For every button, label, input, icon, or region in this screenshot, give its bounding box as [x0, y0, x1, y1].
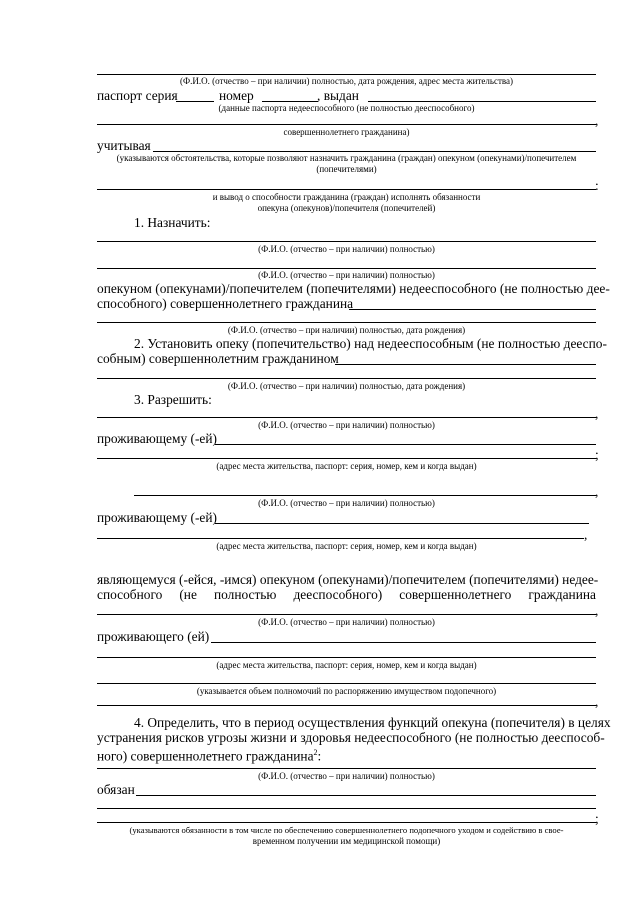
caption-fio-1: (Ф.И.О. (отчество – при наличии) полностью)	[258, 244, 435, 254]
being-word: гражданина	[528, 587, 596, 602]
comma-mark: ,	[595, 113, 599, 128]
residing-continuation-3[interactable]	[97, 657, 596, 658]
comma-mark: ,	[595, 603, 599, 618]
powers-line[interactable]	[97, 683, 596, 684]
being-line-2	[97, 587, 596, 602]
comma-mark: ,	[595, 484, 599, 499]
item2-ward-field[interactable]	[335, 364, 596, 365]
caption-duties-2: временном получении им медицинской помощи)	[252, 836, 441, 846]
residing-field-2[interactable]	[215, 523, 589, 524]
caption-conclusion-1: и вывод о способности гражданина (граждан) исполнять обязанности	[212, 192, 481, 202]
caption-fio-birth-address: (Ф.И.О. (отчество – при наличии) полностью, дата рождения, адрес места жительства)	[179, 76, 514, 86]
caption-fio-birth-1: (Ф.И.О. (отчество – при наличии) полностью, дата рождения)	[227, 325, 466, 335]
passport-number-label: номер	[219, 88, 254, 103]
guardian-ward-continuation[interactable]	[97, 322, 596, 323]
powers-continuation[interactable]	[97, 705, 596, 706]
obliged-continuation-1[interactable]	[97, 808, 596, 809]
residing-continuation-1[interactable]	[97, 458, 596, 459]
being-word: дееспособного)	[293, 587, 383, 602]
obliged-continuation-2[interactable]	[97, 822, 596, 823]
being-word: совершеннолетнего	[399, 587, 512, 602]
guardian-ward-field[interactable]	[349, 309, 596, 310]
semicolon-mark: ;	[595, 811, 599, 826]
item1-heading: 1. Назначить:	[134, 215, 211, 230]
colon-mark: :	[595, 178, 599, 193]
caption-address-3: (адрес места жительства, паспорт: серия, номер, кем и когда выдан)	[216, 660, 477, 670]
guardian-line-2: способного) совершеннолетнего гражданина	[97, 296, 354, 311]
residing-label-2: проживающему (-ей)	[97, 510, 217, 525]
guardian-line-1: опекуном (опекунами)/попечителем (попечителями) недееспособного (не полностью дее-	[97, 281, 610, 296]
considering-continuation-line[interactable]	[97, 189, 596, 190]
caption-conclusion-2: опекуна (опекунов)/попечителя (попечителей)	[257, 203, 436, 213]
caption-passport-data: (данные паспорта недееспособного (не полностью дееспособного)	[218, 103, 475, 113]
permit-fio-line-1[interactable]	[97, 417, 596, 418]
residing-field-3[interactable]	[211, 642, 596, 643]
considering-field[interactable]	[153, 151, 596, 152]
comma-mark: ,	[595, 406, 599, 421]
being-word: полностью	[213, 587, 277, 602]
caption-address-1: (адрес места жительства, паспорт: серия, номер, кем и когда выдан)	[216, 461, 477, 471]
permit-fio-line-2[interactable]	[134, 495, 596, 496]
fio-line	[97, 74, 596, 75]
caption-circumstances-1: (указываются обстоятельства, которые позволяют назначить гражданина (граждан) опекуном (опекунами)/попечителем	[116, 153, 577, 163]
passport-series-label: паспорт серия	[97, 88, 178, 103]
item4-line-3	[97, 745, 321, 763]
comma-mark: ,	[584, 527, 588, 542]
caption-fio-3: (Ф.И.О. (отчество – при наличии) полностью)	[258, 420, 435, 430]
item3-heading: 3. Разрешить:	[134, 392, 212, 407]
caption-fio-birth-2: (Ф.И.О. (отчество – при наличии) полностью, дата рождения)	[227, 381, 466, 391]
passport-number-field[interactable]	[262, 101, 318, 102]
appoint-fio-line-1[interactable]	[97, 241, 596, 242]
caption-fio-4: (Ф.И.О. (отчество – при наличии) полностью)	[258, 498, 435, 508]
item4-line-1: 4. Определить, что в период осуществления функций опекуна (попечителя) в целях	[134, 715, 611, 730]
footnote-mark: 2	[313, 748, 318, 757]
residing-field-1[interactable]	[215, 444, 596, 445]
caption-fio-2: (Ф.И.О. (отчество – при наличии) полностью)	[258, 270, 435, 280]
being-fio-line[interactable]	[97, 614, 596, 615]
being-word: (не	[179, 587, 197, 602]
caption-adult-citizen: совершеннолетнего гражданина)	[283, 127, 410, 137]
appoint-fio-line-2[interactable]	[97, 268, 596, 269]
colon-mark: :	[317, 748, 322, 764]
caption-circumstances-2: (попечителями)	[316, 164, 377, 174]
comma-mark: ,	[595, 694, 599, 709]
residing-continuation-2[interactable]	[97, 538, 584, 539]
item4-line-3-text: ного) совершеннолетнего гражданина	[97, 748, 314, 764]
passport-issued-field[interactable]	[368, 101, 596, 102]
item4-line-2: устранения рисков угрозы жизни и здоровья недееспособного (не полностью дееспособ-	[97, 730, 605, 745]
being-word: способного	[97, 587, 163, 602]
being-line-1: являющемуся (-ейся, -имся) опекуном (опекунами)/попечителем (попечителями) недее-	[97, 572, 599, 587]
caption-fio-6: (Ф.И.О. (отчество – при наличии) полностью)	[258, 771, 435, 781]
residing-label-3: проживающего (ей)	[97, 629, 210, 644]
item2-ward-continuation[interactable]	[97, 378, 596, 379]
passport-issued-label: , выдан	[317, 88, 359, 103]
passport-series-field[interactable]	[176, 101, 214, 102]
item2-line-2: собным) совершеннолетним гражданином	[97, 351, 339, 366]
passport-continuation-line[interactable]	[97, 124, 596, 125]
caption-duties-1: (указываются обязанности в том числе по обеспечению совершеннолетнего подопечного уходом и содействию в свое-	[129, 825, 564, 835]
considering-label: учитывая	[97, 138, 151, 153]
caption-powers: (указывается объем полномочий по распоряжению имуществом подопечного)	[196, 686, 497, 696]
residing-label-1: проживающему (-ей)	[97, 431, 217, 446]
obliged-field[interactable]	[136, 795, 596, 796]
caption-fio-5: (Ф.И.О. (отчество – при наличии) полностью)	[258, 617, 435, 627]
obliged-label: обязан	[97, 782, 135, 797]
item2-line-1: 2. Установить опеку (попечительство) над недееспособным (не полностью дееспо-	[134, 336, 607, 351]
semicolon-mark: ;	[595, 447, 599, 462]
caption-address-2: (адрес места жительства, паспорт: серия, номер, кем и когда выдан)	[216, 541, 477, 551]
item4-fio-line[interactable]	[97, 768, 596, 769]
